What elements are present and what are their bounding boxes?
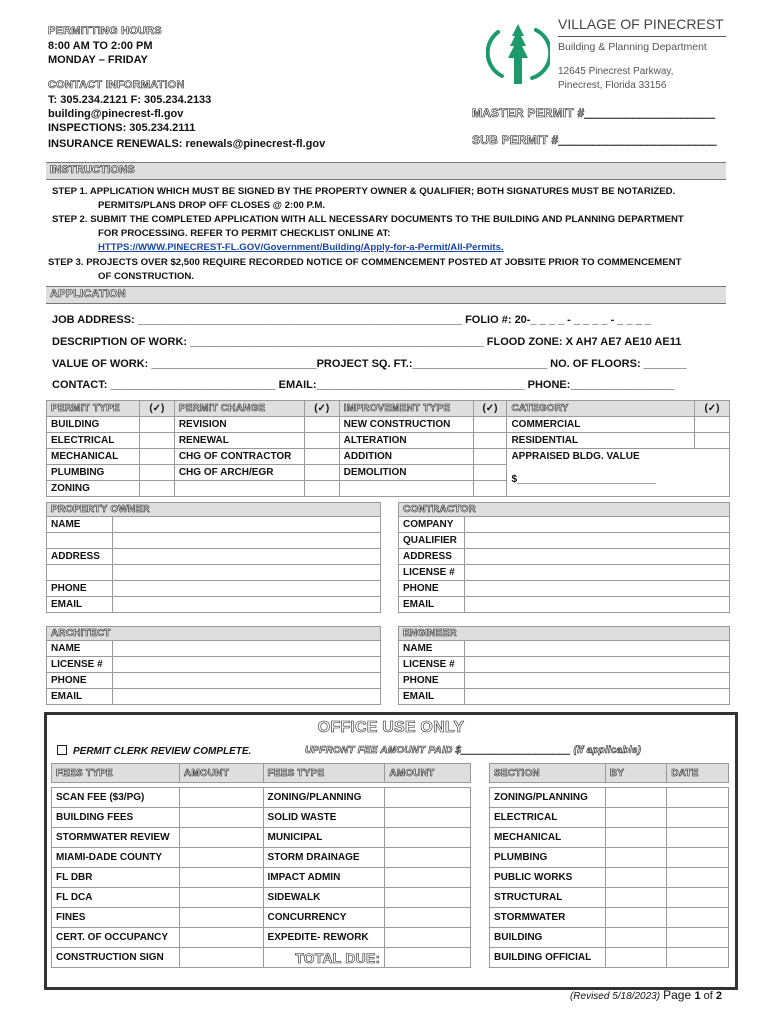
owner-email-field[interactable]	[113, 597, 381, 613]
checkbox-demolition[interactable]	[473, 465, 507, 481]
by-field[interactable]	[605, 808, 666, 828]
owner-name-field[interactable]	[113, 517, 381, 533]
checkbox-electrical[interactable]	[139, 433, 174, 449]
contractor-license-field[interactable]	[465, 565, 730, 581]
amount-field[interactable]	[385, 828, 471, 848]
fee-sidewalk: SIDEWALK	[263, 888, 385, 908]
architect-name-field[interactable]	[113, 641, 381, 657]
checkbox-commercial[interactable]	[695, 417, 730, 433]
contractor-email-label: EMAIL	[399, 597, 465, 613]
engineer-email-field[interactable]	[465, 689, 730, 705]
empty-cell	[473, 481, 507, 497]
description-line[interactable]: DESCRIPTION OF WORK: ________________________________________________ FLOOD ZONE: X AH7 AE7 AE10 AE11	[52, 336, 682, 348]
checkbox-addition[interactable]	[473, 449, 507, 465]
fees-type-header-2: FEES TYPE	[263, 764, 385, 783]
contact-line[interactable]: CONTACT: ___________________________ EMAIL:__________________________________ PHONE:_________________	[52, 379, 675, 391]
section-building: BUILDING	[490, 928, 606, 948]
section-electrical: ELECTRICAL	[490, 808, 606, 828]
value-line[interactable]: VALUE OF WORK: ___________________________PROJECT SQ. FT.:______________________ NO. OF FLOORS: _______	[52, 358, 687, 370]
page-of: of	[700, 990, 716, 1002]
architect-title: ARCHITECT	[47, 627, 381, 641]
permit-change-renewal: RENEWAL	[174, 433, 304, 449]
date-field[interactable]	[667, 928, 729, 948]
clerk-review-row[interactable]	[57, 745, 251, 757]
step-1: STEP 1. APPLICATION WHICH MUST BE SIGNED BY THE PROPERTY OWNER & QUALIFIER; BOTH SIGNATURES MUST BE NOTARIZED.	[52, 186, 676, 197]
instructions-bar	[46, 162, 726, 180]
fee-stormwater-review: STORMWATER REVIEW	[52, 828, 180, 848]
check-header: (✓)	[139, 401, 174, 417]
date-field[interactable]	[667, 788, 729, 808]
checkbox-chg-arch[interactable]	[304, 465, 339, 481]
building-email: building@pinecrest-fl.gov	[48, 108, 184, 120]
by-field[interactable]	[605, 888, 666, 908]
engineer-email-label: EMAIL	[399, 689, 465, 705]
engineer-phone-label: PHONE	[399, 673, 465, 689]
amount-field[interactable]	[179, 948, 263, 968]
amount-field[interactable]	[179, 788, 263, 808]
date-field[interactable]	[667, 808, 729, 828]
permitting-hours-title: PERMITTING HOURS	[48, 25, 162, 37]
pine-tree-logo	[486, 18, 550, 90]
checkbox-revision[interactable]	[304, 417, 339, 433]
amount-field[interactable]	[385, 888, 471, 908]
improvement-alteration: ALTERATION	[339, 433, 473, 449]
fee-construction-sign: CONSTRUCTION SIGN	[52, 948, 180, 968]
by-field[interactable]	[605, 788, 666, 808]
empty-cell	[339, 481, 473, 497]
section-structural: STRUCTURAL	[490, 888, 606, 908]
amount-field[interactable]	[179, 828, 263, 848]
contact-info-title: CONTACT INFORMATION	[48, 79, 185, 91]
permit-change-arch: CHG OF ARCH/EGR	[174, 465, 304, 481]
fee-miami-dade: MIAMI-DADE COUNTY	[52, 848, 180, 868]
engineer-name-label: NAME	[399, 641, 465, 657]
engineer-phone-field[interactable]	[465, 673, 730, 689]
permit-type-mechanical: MECHANICAL	[47, 449, 140, 465]
permit-change-contractor: CHG OF CONTRACTOR	[174, 449, 304, 465]
revised-date: (Revised 5/18/2023)	[569, 991, 661, 1002]
days-line: MONDAY – FRIDAY	[48, 54, 148, 66]
architect-phone-field[interactable]	[113, 673, 381, 689]
date-field[interactable]	[667, 868, 729, 888]
checkbox-new-construction[interactable]	[473, 417, 507, 433]
by-field[interactable]	[605, 928, 666, 948]
property-owner-title: PROPERTY OWNER	[47, 503, 381, 517]
checkbox-alteration[interactable]	[473, 433, 507, 449]
page-label: Page	[663, 988, 695, 1002]
inspections-phone: INSPECTIONS: 305.234.2111	[48, 122, 196, 134]
upfront-fee-field[interactable]: UPFRONT FEE AMOUNT PAID $___________________ (if applicable)	[305, 745, 642, 756]
permit-type-zoning: ZONING	[47, 481, 140, 497]
checkbox-residential[interactable]	[695, 433, 730, 449]
total-due-field[interactable]	[385, 948, 471, 968]
step-3-cont: OF CONSTRUCTION.	[98, 271, 194, 282]
amount-header: AMOUNT	[179, 764, 263, 783]
office-use-title: OFFICE USE ONLY	[317, 719, 465, 736]
property-owner-table	[46, 502, 381, 613]
amount-field[interactable]	[179, 848, 263, 868]
amount-field[interactable]	[385, 788, 471, 808]
owner-name-label: NAME	[47, 517, 113, 533]
phone-fax: T: 305.234.2121 F: 305.234.2133	[48, 94, 212, 106]
owner-blank-label	[47, 565, 113, 581]
sub-permit-field[interactable]: SUB PERMIT #_______________________	[472, 133, 717, 147]
step-1-cont: PERMITS/PLANS DROP OFF CLOSES @ 2:00 P.M.	[98, 200, 326, 211]
job-address-line[interactable]: JOB ADDRESS: _____________________________________________________ FOLIO #: 20-_ _ _ _ - _ _ _ _ - _ _ _ _	[52, 314, 651, 326]
header-divider	[558, 36, 726, 37]
address-line-2: Pinecrest, Florida 33156	[558, 80, 667, 91]
sections-table	[489, 763, 729, 968]
fee-concurrency: CONCURRENCY	[263, 908, 385, 928]
architect-license-label: LICENSE #	[47, 657, 113, 673]
village-name: VILLAGE OF PINECREST	[558, 16, 724, 32]
improvement-type-header: IMPROVEMENT TYPE	[339, 401, 473, 417]
amount-field[interactable]	[179, 928, 263, 948]
engineer-license-label: LICENSE #	[399, 657, 465, 673]
fee-fl-dca: FL DCA	[52, 888, 180, 908]
permit-type-electrical: ELECTRICAL	[47, 433, 140, 449]
engineer-license-field[interactable]	[465, 657, 730, 673]
contractor-table	[398, 502, 730, 613]
improvement-demolition: DEMOLITION	[339, 465, 473, 481]
section-header: SECTION	[490, 764, 606, 783]
section-stormwater: STORMWATER	[490, 908, 606, 928]
fee-storm-drainage: STORM DRAINAGE	[263, 848, 385, 868]
checkbox-zoning[interactable]	[139, 481, 174, 497]
checkbox-icon[interactable]	[57, 745, 67, 755]
fee-municipal: MUNICIPAL	[263, 828, 385, 848]
engineer-title: ENGINEER	[399, 627, 730, 641]
category-header: CATEGORY	[507, 401, 695, 417]
check-header: (✓)	[473, 401, 507, 417]
fees-table	[51, 763, 471, 968]
contractor-phone-label: PHONE	[399, 581, 465, 597]
owner-blank-label	[47, 533, 113, 549]
by-field[interactable]	[605, 848, 666, 868]
section-zoning: ZONING/PLANNING	[490, 788, 606, 808]
date-field[interactable]	[667, 948, 729, 968]
architect-email-field[interactable]	[113, 689, 381, 705]
office-use-panel	[44, 712, 738, 990]
engineer-table	[398, 626, 730, 705]
category-residential: RESIDENTIAL	[507, 433, 695, 449]
master-permit-field[interactable]: MASTER PERMIT #___________________	[472, 106, 715, 120]
section-building-official: BUILDING OFFICIAL	[490, 948, 606, 968]
owner-email-label: EMAIL	[47, 597, 113, 613]
by-field[interactable]	[605, 908, 666, 928]
contractor-address-field[interactable]	[465, 549, 730, 565]
permit-type-plumbing: PLUMBING	[47, 465, 140, 481]
architect-name-label: NAME	[47, 641, 113, 657]
contractor-company-label: COMPANY	[399, 517, 465, 533]
date-field[interactable]	[667, 828, 729, 848]
contractor-qualifier-field[interactable]	[465, 533, 730, 549]
check-header: (✓)	[304, 401, 339, 417]
fee-zoning: ZONING/PLANNING	[263, 788, 385, 808]
check-header: (✓)	[695, 401, 730, 417]
checkbox-chg-contractor[interactable]	[304, 449, 339, 465]
architect-license-field[interactable]	[113, 657, 381, 673]
date-field[interactable]	[667, 888, 729, 908]
empty-cell	[174, 481, 304, 497]
amount-field[interactable]	[385, 808, 471, 828]
owner-address-field[interactable]	[113, 549, 381, 565]
fees-type-header: FEES TYPE	[52, 764, 180, 783]
appraised-value-label: APPRAISED BLDG. VALUE	[511, 451, 640, 462]
appraised-value-field[interactable]: $_________________________	[511, 474, 657, 485]
improvement-addition: ADDITION	[339, 449, 473, 465]
fee-impact-admin: IMPACT ADMIN	[263, 868, 385, 888]
step-3: STEP 3. PROJECTS OVER $2,500 REQUIRE RECORDED NOTICE OF COMMENCEMENT POSTED AT JOBSITE PRIOR TO COMMENCEMENT	[48, 257, 682, 268]
engineer-name-field[interactable]	[465, 641, 730, 657]
architect-table	[46, 626, 381, 705]
checkbox-building[interactable]	[139, 417, 174, 433]
owner-phone-field[interactable]	[113, 581, 381, 597]
permit-change-header: PERMIT CHANGE	[174, 401, 304, 417]
address-line-1: 12645 Pinecrest Parkway,	[558, 66, 674, 77]
total-due-label: TOTAL DUE:	[263, 948, 385, 968]
hours-line: 8:00 AM TO 2:00 PM	[48, 40, 153, 52]
fee-scan: SCAN FEE ($3/PG)	[52, 788, 180, 808]
checkbox-renewal[interactable]	[304, 433, 339, 449]
section-plumbing: PLUMBING	[490, 848, 606, 868]
architect-phone-label: PHONE	[47, 673, 113, 689]
empty-cell	[304, 481, 339, 497]
department-name: Building & Planning Department	[558, 41, 707, 53]
owner-address-label: ADDRESS	[47, 549, 113, 565]
checkbox-plumbing[interactable]	[139, 465, 174, 481]
by-field[interactable]	[605, 868, 666, 888]
category-commercial: COMMERCIAL	[507, 417, 695, 433]
amount-field[interactable]	[179, 808, 263, 828]
page-footer	[570, 988, 722, 1002]
checkbox-mechanical[interactable]	[139, 449, 174, 465]
page-number: 1	[694, 990, 701, 1002]
date-field[interactable]	[667, 848, 729, 868]
fee-expedite: EXPEDITE- REWORK	[263, 928, 385, 948]
by-field[interactable]	[605, 948, 666, 968]
step-2: STEP 2. SUBMIT THE COMPLETED APPLICATION WITH ALL NECESSARY DOCUMENTS TO THE BUILDING AND PLANNING DEPARTMENT	[52, 214, 684, 225]
permit-checklist-link[interactable]: HTTPS://WWW.PINECREST-FL.GOV/Government/Building/Apply-for-a-Permit/All-Permits.	[98, 242, 504, 253]
improvement-new-construction: NEW CONSTRUCTION	[339, 417, 473, 433]
contractor-phone-field[interactable]	[465, 581, 730, 597]
insurance-renewals: INSURANCE RENEWALS: renewals@pinecrest-fl.gov	[48, 138, 326, 150]
fee-cert-occupancy: CERT. OF OCCUPANCY	[52, 928, 180, 948]
step-2-cont: FOR PROCESSING. REFER TO PERMIT CHECKLIST ONLINE AT:	[98, 228, 391, 239]
contractor-address-label: ADDRESS	[399, 549, 465, 565]
amount-field[interactable]	[385, 868, 471, 888]
contractor-license-label: LICENSE #	[399, 565, 465, 581]
amount-field[interactable]	[385, 928, 471, 948]
by-header: BY	[605, 764, 666, 783]
architect-email-label: EMAIL	[47, 689, 113, 705]
date-header: DATE	[667, 764, 729, 783]
section-mechanical: MECHANICAL	[490, 828, 606, 848]
fee-building: BUILDING FEES	[52, 808, 180, 828]
section-public-works: PUBLIC WORKS	[490, 868, 606, 888]
amount-field[interactable]	[179, 868, 263, 888]
fee-solid-waste: SOLID WASTE	[263, 808, 385, 828]
permit-type-table	[46, 400, 730, 497]
fee-fl-dbr: FL DBR	[52, 868, 180, 888]
amount-field[interactable]	[385, 908, 471, 928]
contractor-title: CONTRACTOR	[399, 503, 730, 517]
fee-fines: FINES	[52, 908, 180, 928]
permit-type-header: PERMIT TYPE	[47, 401, 140, 417]
instructions-title: INSTRUCTIONS	[50, 164, 135, 176]
owner-phone-label: PHONE	[47, 581, 113, 597]
permit-change-revision: REVISION	[174, 417, 304, 433]
owner-name-field-2[interactable]	[113, 533, 381, 549]
page-total: 2	[715, 990, 722, 1002]
amount-field[interactable]	[179, 908, 263, 928]
owner-address-field-2[interactable]	[113, 565, 381, 581]
contractor-email-field[interactable]	[465, 597, 730, 613]
amount-header-2: AMOUNT	[385, 764, 471, 783]
by-field[interactable]	[605, 828, 666, 848]
contractor-qualifier-label: QUALIFIER	[399, 533, 465, 549]
amount-field[interactable]	[179, 888, 263, 908]
permit-type-building: BUILDING	[47, 417, 140, 433]
date-field[interactable]	[667, 908, 729, 928]
application-title: APPLICATION	[50, 288, 126, 300]
appraised-value-cell[interactable]	[507, 449, 730, 497]
clerk-review-label: PERMIT CLERK REVIEW COMPLETE.	[73, 746, 252, 757]
contractor-company-field[interactable]	[465, 517, 730, 533]
application-bar	[46, 286, 726, 304]
amount-field[interactable]	[385, 848, 471, 868]
